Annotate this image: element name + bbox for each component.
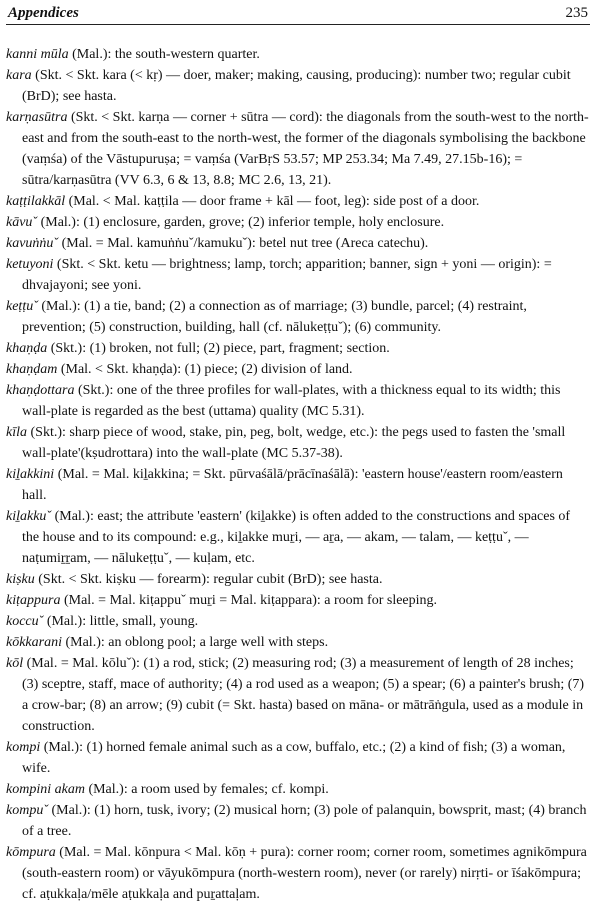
- glossary-entry: [6, 422, 590, 464]
- entry-term: khaṇḍa: [6, 341, 48, 356]
- entry-term: kōkkarani: [6, 635, 62, 650]
- entry-definition: (Mal. = Mal. kiḻakkina; = Skt. pūrvaśālā/prācīnaśālā): 'eastern house'/eastern room/eastern hall.: [22, 467, 563, 503]
- entry-definition: (Mal.): an oblong pool; a large well with steps.: [61, 635, 329, 650]
- entry-definition: (Skt.): (1) broken, not full; (2) piece, part, fragment; section.: [47, 341, 390, 356]
- glossary-entry: [6, 44, 590, 65]
- glossary-entry: [6, 779, 590, 800]
- entry-term: kavuṅṅuˇ: [6, 236, 59, 251]
- entry-definition: (Mal. = Mal. kōluˇ): (1) a rod, stick; (2) measuring rod; (3) a measurement of length of 28 inches; (3) sceptre, staff, mace of authority; (4) a rod used as a weapon; (5) a spear; (6) a painter's brush; (7) a crow-bar; (8) an arrow; (9) cubit (= Skt. hasta) based on māna- or mātrāṅgula, used as a module in construction.: [22, 656, 585, 734]
- glossary-entry: [6, 338, 590, 359]
- glossary-entry: [6, 233, 590, 254]
- entry-definition: (Skt. < Skt. ketu — brightness; lamp, torch; apparition; banner, sign + yoni — origin): = dhvajayoni; see yoni.: [22, 257, 552, 293]
- entry-definition: (Skt. < Skt. kara (< kṛ) — doer, maker; making, causing, producing): number two; regular cubit (BrD); see hasta.: [22, 68, 571, 104]
- entry-definition: (Mal. = Mal. kamuṅṅuˇ/kamukuˇ): betel nut tree (Areca catechu).: [58, 236, 429, 251]
- entry-term: ketuyoni: [6, 257, 54, 272]
- entry-definition: (Mal.): a room used by females; cf. kompi.: [84, 782, 329, 797]
- entry-definition: (Mal.): (1) a tie, band; (2) a connection as of marriage; (3) bundle, parcel; (4) restraint, prevention; (5) construction, building, hall (cf. nālukeṭṭuˇ); (6) community.: [22, 299, 527, 335]
- glossary-entry: [6, 506, 590, 569]
- running-title: Appendices: [8, 5, 79, 21]
- glossary-entry: [6, 107, 590, 191]
- glossary-entry: [6, 254, 590, 296]
- glossary-entry: [6, 590, 590, 611]
- glossary-entry: [6, 569, 590, 590]
- page-number: 235: [565, 5, 588, 21]
- entry-term: keṭṭuˇ: [6, 299, 38, 314]
- entry-term: kiṭappura: [6, 593, 61, 608]
- entry-term: kompini akam: [6, 782, 85, 797]
- entry-term: kompi: [6, 740, 41, 755]
- glossary-entry: [6, 65, 590, 107]
- entry-definition: (Mal.): little, small, young.: [43, 614, 199, 629]
- entry-definition: (Mal. = Mal. kiṭappuˇ muṟi = Mal. kiṭappara): a room for sleeping.: [60, 593, 438, 608]
- entry-term: khaṇḍottara: [6, 383, 75, 398]
- entry-term: kīla: [6, 425, 27, 440]
- entry-term: kiḻakkini: [6, 467, 55, 482]
- entry-definition: (Skt.): sharp piece of wood, stake, pin, peg, bolt, wedge, etc.): the pegs used to fasten the 'small wall-plate'(kṣudrottara) into the wall-plate (MC 5.37-38).: [22, 425, 566, 461]
- glossary-entry: [6, 737, 590, 779]
- entry-term: khaṇḍam: [6, 362, 58, 377]
- entry-definition: (Skt. < Skt. karṇa — corner + sūtra — cord): the diagonals from the south-west to the north-east and from the south-east to the north-west, the former of the diagonals symbolising the backbone (vaṃśa) of the Vāstupuruṣa; = vaṃśa (VarBṛS 53.57; MP 253.34; Ma 7.49, 27.15b-16); = sūtra/karṇasūtra (VV 6.3, 6 & 13, 8.8; MC 2.6, 13, 21).: [22, 110, 589, 188]
- glossary-entry: [6, 380, 590, 422]
- glossary-entry: [6, 296, 590, 338]
- glossary-entry: [6, 842, 590, 905]
- glossary-entry: [6, 359, 590, 380]
- glossary-entry: [6, 800, 590, 842]
- glossary-entries: [6, 44, 590, 905]
- entry-term: koccuˇ: [6, 614, 44, 629]
- entry-term: kanni mūla: [6, 47, 69, 62]
- entry-definition: (Mal.): the south-western quarter.: [68, 47, 260, 62]
- entry-definition: (Mal.): (1) horned female animal such as a cow, buffalo, etc.; (2) a kind of fish; (3) a woman, wife.: [22, 740, 566, 776]
- entry-term: kōmpura: [6, 845, 56, 860]
- entry-term: kaṭṭilakkāl: [6, 194, 66, 209]
- entry-term: karṇasūtra: [6, 110, 68, 125]
- glossary-entry: [6, 632, 590, 653]
- entry-definition: (Mal.): east; the attribute 'eastern' (kiḻakke) is often added to the constructions and spaces of the house and to its compound: e.g., kiḻakke muṟi, — aṟa, — akam, — talam, — keṭṭuˇ, — naṭumiṟṟam, — nālukeṭṭuˇ, — kuḷam, etc.: [22, 509, 571, 566]
- glossary-entry: [6, 212, 590, 233]
- entry-definition: (Mal.): (1) enclosure, garden, grove; (2) inferior temple, holy enclosure.: [37, 215, 445, 230]
- glossary-entry: [6, 191, 590, 212]
- entry-definition: (Skt.): one of the three profiles for wall-plates, with a thickness equal to its width; this wall-plate is regarded as the best (uttama) quality (MC 5.31).: [22, 383, 561, 419]
- entry-term: kompuˇ: [6, 803, 48, 818]
- entry-term: kiṣku: [6, 572, 35, 587]
- entry-definition: (Skt. < Skt. kiṣku — forearm): regular cubit (BrD); see hasta.: [34, 572, 383, 587]
- entry-term: kara: [6, 68, 32, 83]
- entry-definition: (Mal. < Skt. khaṇḍa): (1) piece; (2) division of land.: [57, 362, 353, 377]
- entry-term: kāvuˇ: [6, 215, 38, 230]
- entry-definition: (Mal. = Mal. kōnpura < Mal. kōṇ + pura): corner room; corner room, sometimes agnikōmpura (south-eastern room) or vāyukōmpura (north-western room), never (or rarely) nirṛti- or īśakōmpura; cf. aṭukkaḷa/mēle aṭukkaḷa and puṟattaḷam.: [22, 845, 587, 902]
- entry-term: kiḻakkuˇ: [6, 509, 52, 524]
- glossary-entry: [6, 611, 590, 632]
- entry-term: kōl: [6, 656, 24, 671]
- page-header: [6, 0, 590, 25]
- glossary-entry: [6, 653, 590, 737]
- entry-definition: (Mal. < Mal. kaṭṭila — door frame + kāl — foot, leg): side post of a door.: [65, 194, 480, 209]
- entry-definition: (Mal.): (1) horn, tusk, ivory; (2) musical horn; (3) pole of palanquin, bowsprit, mast; (4) branch of a tree.: [22, 803, 587, 839]
- glossary-entry: [6, 464, 590, 506]
